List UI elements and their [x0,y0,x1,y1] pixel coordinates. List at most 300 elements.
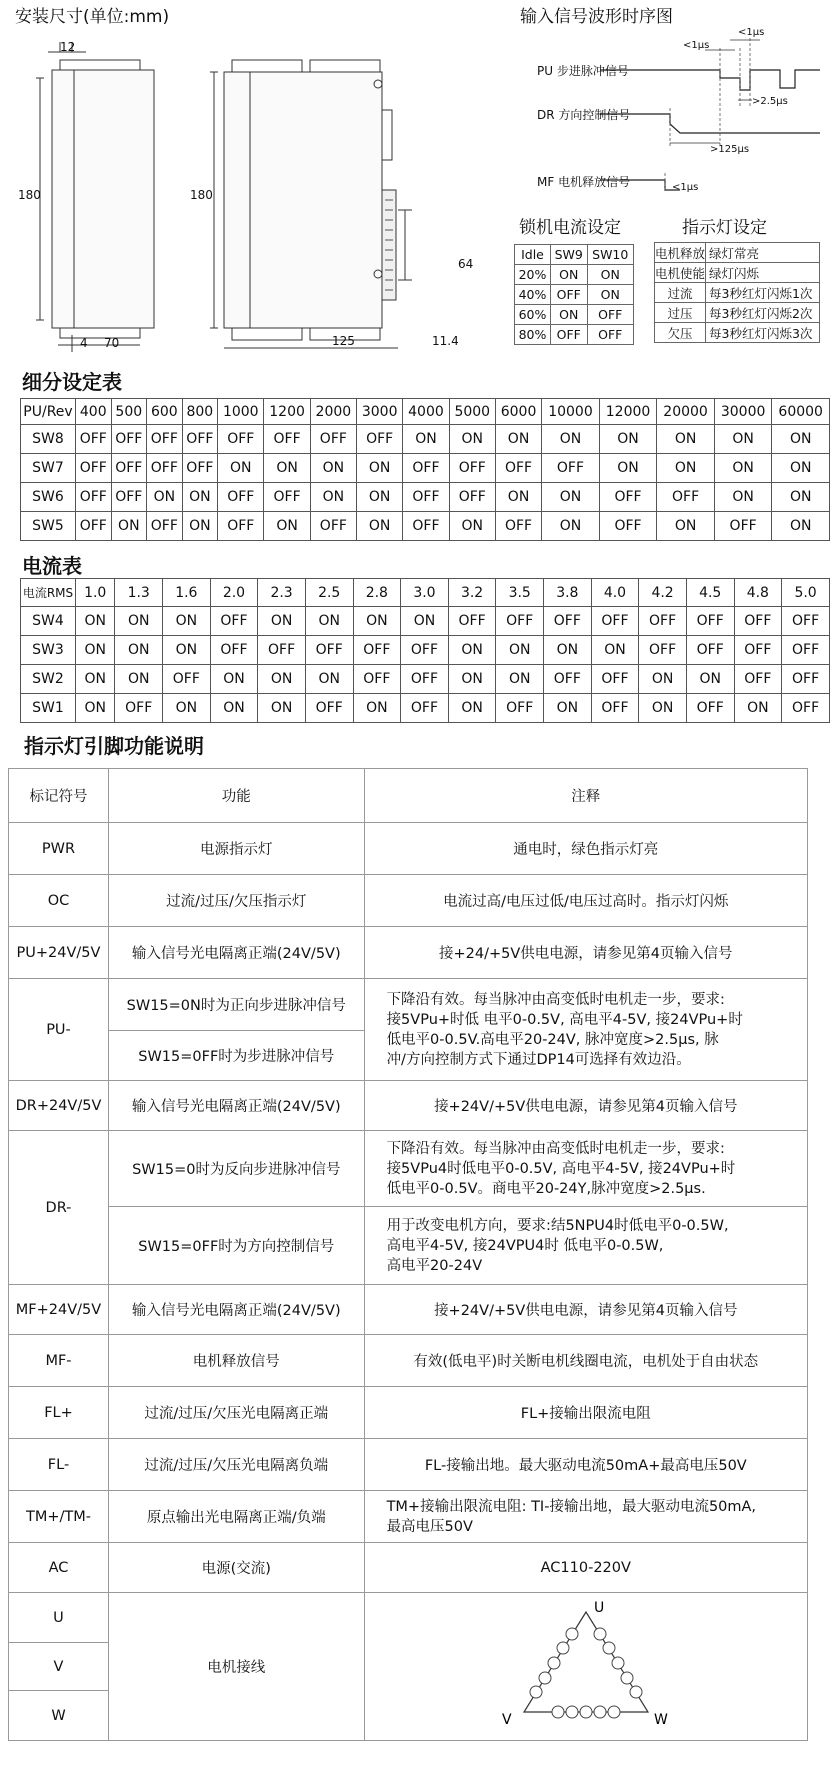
t1b-label: <1μs [738,27,765,38]
table-row [9,1131,808,1207]
cell: ON [496,665,544,694]
cell: ON [448,694,496,723]
table-row [21,454,830,483]
dim-11-4: 11.4 [432,334,459,348]
note-mf24: 接+24V/+5V供电电源，请参见第4页输入信号 [364,1285,807,1335]
table-row [515,265,634,285]
cell: ON [772,425,830,454]
cell: 3000 [357,399,403,425]
table-row [9,1335,808,1387]
table-row [655,323,820,343]
note-pwr: 通电时，绿色指示灯亮 [364,823,807,875]
cell: ON [544,694,592,723]
cell: OFF [686,694,734,723]
cell: ON [599,425,657,454]
header-note: 注释 [364,769,807,823]
cell: ON [772,512,830,541]
symbol-pu24: PU+24V/5V [9,927,109,979]
cell: ON [258,607,306,636]
symbol-u: U [9,1593,109,1643]
cell: ON [772,454,830,483]
pins-title: 指示灯引脚功能说明 [24,734,204,758]
cell: OFF [734,636,782,665]
t125-label: >125μs [710,144,750,155]
cell: ON [258,665,306,694]
symbol-dr24: DR+24V/5V [9,1081,109,1131]
note-line: TM+接输出限流电阻: TI-接输出地，最大驱动电流50mA, [386,1498,757,1515]
cell: ON [714,483,772,512]
cell: OFF [401,665,449,694]
cell: OFF [544,665,592,694]
triangle-label-u: U [593,1599,605,1616]
cell: OFF [264,425,310,454]
cell: ON [115,636,163,665]
cell: 1.6 [163,579,211,607]
cell: OFF [734,665,782,694]
symbol-w: W [9,1691,109,1741]
mounting-drawing [0,30,440,360]
dim-180-side: 180 [18,188,41,202]
header-function: 功能 [108,769,364,823]
cell: 5.0 [782,579,830,607]
symbol-tm: TM+/TM- [9,1491,109,1543]
cell: ON [495,425,541,454]
cell: OFF [357,425,403,454]
cell: ON [448,636,496,665]
function-motor-wiring: 电机接线 [108,1593,364,1741]
cell: 3.0 [401,579,449,607]
t25-label: >2.5μs [752,96,788,107]
cell: SW8 [21,425,76,454]
cell: 1.3 [115,579,163,607]
cell: 500 [111,399,147,425]
cell: ON [76,665,115,694]
cell: ON [305,665,353,694]
cell: ON [714,454,772,483]
lock-title: 锁机电流设定 [519,218,621,238]
cell: OFF [115,694,163,723]
cell: ON [495,483,541,512]
cell: OFF [353,665,401,694]
cell: ON [639,694,687,723]
table-row [21,483,830,512]
cell: OFF [587,325,634,345]
cell: 60% [515,305,551,325]
symbol-mf24: MF+24V/5V [9,1285,109,1335]
cell: ON [542,483,600,512]
cell: OFF [76,454,112,483]
function-pu-minus-1: SW15=0N时为正向步进脉冲信号 [108,979,364,1031]
note-mf-minus: 有效(低电平)时关断电机线圈电流，电机处于自由状态 [364,1335,807,1387]
cell: OFF [111,483,147,512]
cell: OFF [111,454,147,483]
cell: OFF [305,694,353,723]
cell: ON [550,305,587,325]
function-ac: 电源(交流) [108,1543,364,1593]
dim-64: 64 [458,257,474,271]
cell: OFF [182,425,218,454]
table-row [21,636,830,665]
current-title: 电流表 [22,554,82,578]
cell: ON [76,636,115,665]
cell: ON [591,636,639,665]
function-dr-minus-2: SW15=0FF时为方向控制信号 [108,1207,364,1285]
cell: ON [76,607,115,636]
table-row [9,1593,808,1643]
cell: OFF [686,636,734,665]
cell: ON [163,636,211,665]
function-mf24: 输入信号光电隔离正端(24V/5V) [108,1285,364,1335]
cell: OFF [353,636,401,665]
cell: OFF [496,607,544,636]
table-row [9,1543,808,1593]
table-row [9,1207,808,1285]
cell: OFF [403,454,449,483]
cell: 2.3 [258,579,306,607]
note-dr-minus-1 [364,1131,807,1207]
symbol-pu-minus: PU- [9,979,109,1081]
cell: ON [542,425,600,454]
cell: ON [587,265,634,285]
cell: OFF [599,483,657,512]
cell: OFF [550,285,587,305]
cell: OFF [686,607,734,636]
header-symbol: 标记符号 [9,769,109,823]
function-pu-minus-2: SW15=0FF时为步进脉冲信号 [108,1031,364,1081]
cell: ON [542,512,600,541]
cell: OFF [76,483,112,512]
cell: OFF [449,483,495,512]
table-row [9,823,808,875]
cell: 800 [182,399,218,425]
cell: OFF [310,425,356,454]
cell: ON [772,483,830,512]
symbol-fl-minus: FL- [9,1439,109,1491]
symbol-mf-minus: MF- [9,1335,109,1387]
note-fl-minus: FL-接输出地。最大驱动电流50mA+最高电压50V [364,1439,807,1491]
cell: OFF [147,512,183,541]
function-pu24: 输入信号光电隔离正端(24V/5V) [108,927,364,979]
cell: 2.5 [305,579,353,607]
cell: ON [218,454,264,483]
cell: ON [210,694,258,723]
cell: 电机释放 [655,243,706,263]
cell: OFF [587,305,634,325]
cell: OFF [147,454,183,483]
table-row [21,694,830,723]
cell: ON [599,454,657,483]
cell: OFF [542,454,600,483]
note-pu24: 接+24/+5V供电电源，请参见第4页输入信号 [364,927,807,979]
cell: ON [210,665,258,694]
symbol-fl-plus: FL+ [9,1387,109,1439]
cell: 5000 [449,399,495,425]
cell: ON [111,512,147,541]
cell: SW6 [21,483,76,512]
function-tm: 原点输出光电隔离正端/负端 [108,1491,364,1543]
function-dr-minus-1: SW15=0时为反向步进脉冲信号 [108,1131,364,1207]
dim-4: 4 [80,336,88,350]
cell: OFF [264,483,310,512]
dim-70: 70 [104,336,120,350]
note-line: 低电平0-0.5V.高电平20-24V, 脉冲宽度>2.5μs, 脉 [386,1031,719,1048]
cell: OFF [210,607,258,636]
timing-title: 输入信号波形时序图 [520,7,673,27]
cell: ON [657,454,715,483]
cell: ON [544,636,592,665]
cell: OFF [147,425,183,454]
cell: ON [657,425,715,454]
cell: OFF [550,325,587,345]
note-line: 冲/方向控制方式下通过DP14可选择有效边沿。 [386,1051,691,1068]
cell: 10000 [542,399,600,425]
table-row [9,979,808,1031]
subdiv-table [20,398,830,541]
cell: 绿灯常亮 [706,243,820,263]
cell: 4.8 [734,579,782,607]
note-dr-minus-2 [364,1207,807,1285]
cell: SW2 [21,665,76,694]
cell: OFF [449,454,495,483]
cell: ON [448,665,496,694]
cell: 过流 [655,283,706,303]
cell: ON [734,694,782,723]
cell: OFF [639,636,687,665]
cell: OFF [782,636,830,665]
table-row [9,1387,808,1439]
cell: 40% [515,285,551,305]
cell: ON [403,425,449,454]
table-row [515,285,634,305]
table-row [9,927,808,979]
cell: ON [401,607,449,636]
function-pwr: 电源指示灯 [108,823,364,875]
cell: OFF [76,425,112,454]
cell: ON [147,483,183,512]
cell: 4.5 [686,579,734,607]
cell: 4.2 [639,579,687,607]
cell: OFF [591,607,639,636]
cell: ON [264,512,310,541]
cell: ON [310,454,356,483]
table-row [9,1439,808,1491]
dr-signal-label: DR 方向控制信号 [537,108,631,122]
cell: ON [357,483,403,512]
subdiv-title: 细分设定表 [22,370,122,394]
cell: ON [550,265,587,285]
table-row [9,875,808,927]
cell: 1000 [218,399,264,425]
cell: SW3 [21,636,76,665]
cell: 3.5 [496,579,544,607]
cell: OFF [496,694,544,723]
cell: 1200 [264,399,310,425]
note-line: 下降沿有效。每当脉冲由高变低时电机走一步，要求: [386,1140,725,1157]
cell: ON [357,454,403,483]
cell: OFF [218,512,264,541]
cell: OFF [403,512,449,541]
cell: 30000 [714,399,772,425]
cell: OFF [782,607,830,636]
function-fl-plus: 过流/过压/欠压光电隔离正端 [108,1387,364,1439]
note-line: 最高电压50V [386,1518,473,1535]
triangle-winding-diagram [486,1600,686,1730]
cell: OFF [591,694,639,723]
note-oc: 电流过高/电压过低/电压过高时。指示灯闪烁 [364,875,807,927]
cell: 每3秒红灯闪烁2次 [706,303,820,323]
note-pu-minus [364,979,807,1081]
led-title: 指示灯设定 [682,218,767,238]
cell: 4.0 [591,579,639,607]
cell: OFF [403,483,449,512]
cell: ON [587,285,634,305]
cell: ON [182,512,218,541]
note-line: 接5VPu4时低电平0-0.5V, 高电平4-5V, 接24VPu+时 [386,1160,736,1177]
cell: ON [353,694,401,723]
subdiv-header-row [21,399,830,425]
cell: OFF [782,694,830,723]
cell: OFF [218,425,264,454]
cell: ON [639,665,687,694]
cell: OFF [782,665,830,694]
pu-signal-label: PU 步进脉冲信号 [537,64,629,78]
current-header-row [21,579,830,607]
cell: ON [163,694,211,723]
note-line: 低电平0-0.5V。商电平20-24Y,脉冲宽度>2.5μs. [386,1180,706,1197]
cell: OFF [401,694,449,723]
cell: ON [714,425,772,454]
note-fl-plus: FL+接输出限流电阻 [364,1387,807,1439]
cell: OFF [218,483,264,512]
t1a-label: <1μs [683,40,710,51]
cell: ON [686,665,734,694]
cell: OFF [305,636,353,665]
cell: 20000 [657,399,715,425]
cell: 6000 [495,399,541,425]
cell: ON [182,483,218,512]
cell: ON [115,665,163,694]
cell: ON [657,512,715,541]
dim-12: 12 [60,40,76,54]
cell: SW1 [21,694,76,723]
lock-header-sw10: SW10 [587,245,634,265]
cell: ON [449,425,495,454]
triangle-label-w: W [653,1711,668,1728]
cell: 3.2 [448,579,496,607]
cell: 2.0 [210,579,258,607]
symbol-v: V [9,1643,109,1691]
led-table [654,242,820,343]
symbol-ac: AC [9,1543,109,1593]
cell: OFF [401,636,449,665]
note-line: 接5VPu+时低 电平0-0.5V, 高电平4-5V, 接24VPu+时 [386,1011,743,1028]
triangle-label-v: V [501,1711,512,1728]
dim-180-front: 180 [190,188,213,202]
cell: ON [163,607,211,636]
cell: 欠压 [655,323,706,343]
cell: OFF [76,512,112,541]
cell: ON [496,636,544,665]
mf-signal-label: MF 电机释放信号 [537,175,631,189]
cell: OFF [591,665,639,694]
cell: 12000 [599,399,657,425]
cell: ON [310,483,356,512]
cell: 20% [515,265,551,285]
note-line: 下降沿有效。每当脉冲由高变低时电机走一步，要求: [386,991,725,1008]
function-fl-minus: 过流/过压/欠压光电隔离负端 [108,1439,364,1491]
table-row [21,425,830,454]
cell: 过压 [655,303,706,323]
cell: 400 [76,399,112,425]
cell: SW4 [21,607,76,636]
table-row [515,245,634,265]
cell: OFF [258,636,306,665]
pins-table [8,768,808,1741]
table-row [655,243,820,263]
table-row [9,1081,808,1131]
motor-wiring-diagram-cell [364,1593,807,1741]
cell: OFF [310,512,356,541]
t1c-label: <1μs [672,182,699,193]
cell: OFF [111,425,147,454]
function-mf-minus: 电机释放信号 [108,1335,364,1387]
cell: OFF [734,607,782,636]
dims-title: 安装尺寸(单位:mm) [15,7,170,27]
cell: OFF [599,512,657,541]
table-row [21,512,830,541]
cell: 每3秒红灯闪烁3次 [706,323,820,343]
cell: 2000 [310,399,356,425]
cell: OFF [163,665,211,694]
cell: OFF [210,636,258,665]
lock-header-idle: Idle [515,245,551,265]
cell: 1.0 [76,579,115,607]
cell: OFF [714,512,772,541]
cell: SW7 [21,454,76,483]
cell: 3.8 [544,579,592,607]
current-table [20,578,830,723]
table-row [9,769,808,823]
cell: PU/Rev [21,399,76,425]
cell: OFF [657,483,715,512]
note-line: 高电平4-5V, 接24VPU4时 低电平0-0.5W, [386,1237,664,1254]
cell: 60000 [772,399,830,425]
note-line: 用于改变电机方向，要求:结5NPU4时低电平0-0.5W, [386,1217,729,1234]
cell: 600 [147,399,183,425]
cell: 绿灯闪烁 [706,263,820,283]
cell: 电机使能 [655,263,706,283]
note-line: 高电平20-24V [386,1257,483,1274]
cell: 电流RMS [21,579,76,607]
table-row [21,607,830,636]
cell: ON [115,607,163,636]
dim-125: 125 [332,334,355,348]
cell: ON [76,694,115,723]
table-row [515,325,634,345]
note-tm [364,1491,807,1543]
table-row [655,283,820,303]
table-row [9,1285,808,1335]
cell: ON [357,512,403,541]
table-row [655,263,820,283]
cell: SW5 [21,512,76,541]
cell: 2.8 [353,579,401,607]
cell: OFF [448,607,496,636]
cell: OFF [182,454,218,483]
symbol-oc: OC [9,875,109,927]
cell: 80% [515,325,551,345]
table-row [21,665,830,694]
